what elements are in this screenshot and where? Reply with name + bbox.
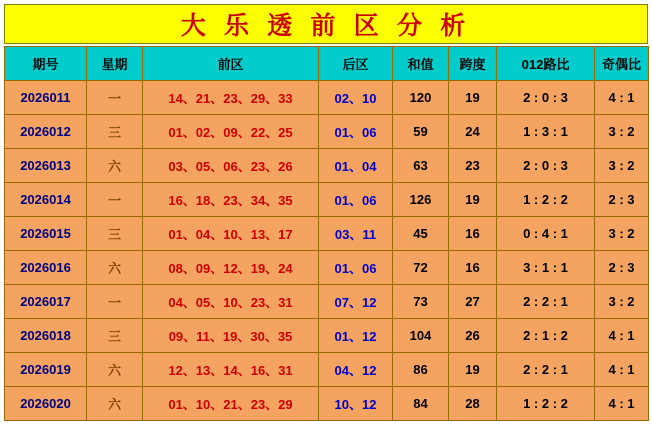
cell-span: 24	[449, 115, 497, 149]
cell-front-zone: 14、21、23、29、33	[143, 81, 319, 115]
cell-sum: 86	[393, 353, 449, 387]
cell-span: 16	[449, 251, 497, 285]
cell-span: 26	[449, 319, 497, 353]
cell-back-zone: 01、06	[319, 115, 393, 149]
cell-span: 23	[449, 149, 497, 183]
column-header-issue: 期号	[5, 47, 87, 81]
column-header-road-ratio: 012路比	[497, 47, 595, 81]
cell-odd-even-ratio: 4 : 1	[595, 387, 649, 421]
cell-back-zone: 07、12	[319, 285, 393, 319]
cell-odd-even-ratio: 3 : 2	[595, 115, 649, 149]
cell-span: 16	[449, 217, 497, 251]
table-row	[5, 149, 649, 183]
cell-road-ratio: 0 : 4 : 1	[497, 217, 595, 251]
cell-odd-even-ratio: 2 : 3	[595, 183, 649, 217]
table-row	[5, 183, 649, 217]
cell-issue: 2026015	[5, 217, 87, 251]
cell-odd-even-ratio: 2 : 3	[595, 251, 649, 285]
column-header-odd-even-ratio: 奇偶比	[595, 47, 649, 81]
cell-issue: 2026014	[5, 183, 87, 217]
column-header-back-zone: 后区	[319, 47, 393, 81]
cell-issue: 2026020	[5, 387, 87, 421]
cell-week: 三	[87, 217, 143, 251]
cell-odd-even-ratio: 4 : 1	[595, 319, 649, 353]
cell-front-zone: 03、05、06、23、26	[143, 149, 319, 183]
cell-back-zone: 01、12	[319, 319, 393, 353]
cell-week: 三	[87, 115, 143, 149]
cell-road-ratio: 1 : 2 : 2	[497, 183, 595, 217]
cell-span: 19	[449, 81, 497, 115]
cell-sum: 73	[393, 285, 449, 319]
cell-sum: 45	[393, 217, 449, 251]
table-row	[5, 251, 649, 285]
cell-back-zone: 10、12	[319, 387, 393, 421]
column-header-sum: 和值	[393, 47, 449, 81]
cell-odd-even-ratio: 3 : 2	[595, 285, 649, 319]
cell-back-zone: 01、06	[319, 183, 393, 217]
cell-road-ratio: 3 : 1 : 1	[497, 251, 595, 285]
cell-issue: 2026011	[5, 81, 87, 115]
column-header-week: 星期	[87, 47, 143, 81]
column-header-front-zone: 前区	[143, 47, 319, 81]
cell-back-zone: 03、11	[319, 217, 393, 251]
front-zone-analysis-table	[4, 46, 649, 421]
cell-back-zone: 01、06	[319, 251, 393, 285]
cell-odd-even-ratio: 4 : 1	[595, 81, 649, 115]
cell-sum: 120	[393, 81, 449, 115]
cell-week: 六	[87, 387, 143, 421]
cell-week: 六	[87, 149, 143, 183]
cell-week: 一	[87, 183, 143, 217]
table-header-row	[5, 47, 649, 81]
table-row	[5, 353, 649, 387]
table-row	[5, 217, 649, 251]
cell-front-zone: 09、11、19、30、35	[143, 319, 319, 353]
column-header-span: 跨度	[449, 47, 497, 81]
cell-span: 19	[449, 353, 497, 387]
table-header	[5, 47, 649, 81]
table-row	[5, 285, 649, 319]
cell-road-ratio: 2 : 0 : 3	[497, 149, 595, 183]
cell-front-zone: 08、09、12、19、24	[143, 251, 319, 285]
cell-sum: 72	[393, 251, 449, 285]
cell-week: 一	[87, 285, 143, 319]
cell-road-ratio: 1 : 3 : 1	[497, 115, 595, 149]
cell-span: 19	[449, 183, 497, 217]
cell-odd-even-ratio: 3 : 2	[595, 217, 649, 251]
cell-sum: 59	[393, 115, 449, 149]
cell-odd-even-ratio: 3 : 2	[595, 149, 649, 183]
cell-front-zone: 01、04、10、13、17	[143, 217, 319, 251]
cell-road-ratio: 2 : 0 : 3	[497, 81, 595, 115]
cell-back-zone: 02、10	[319, 81, 393, 115]
table-body	[5, 81, 649, 421]
cell-front-zone: 01、10、21、23、29	[143, 387, 319, 421]
cell-week: 六	[87, 251, 143, 285]
cell-front-zone: 01、02、09、22、25	[143, 115, 319, 149]
table-row	[5, 319, 649, 353]
cell-issue: 2026013	[5, 149, 87, 183]
cell-span: 27	[449, 285, 497, 319]
cell-week: 一	[87, 81, 143, 115]
cell-front-zone: 16、18、23、34、35	[143, 183, 319, 217]
table-row	[5, 115, 649, 149]
cell-span: 28	[449, 387, 497, 421]
cell-issue: 2026019	[5, 353, 87, 387]
cell-odd-even-ratio: 4 : 1	[595, 353, 649, 387]
cell-sum: 63	[393, 149, 449, 183]
cell-week: 六	[87, 353, 143, 387]
cell-back-zone: 04、12	[319, 353, 393, 387]
cell-front-zone: 12、13、14、16、31	[143, 353, 319, 387]
table-row	[5, 387, 649, 421]
cell-back-zone: 01、04	[319, 149, 393, 183]
page-title: 大 乐 透 前 区 分 析	[180, 13, 472, 40]
cell-sum: 126	[393, 183, 449, 217]
cell-road-ratio: 2 : 2 : 1	[497, 285, 595, 319]
cell-road-ratio: 2 : 1 : 2	[497, 319, 595, 353]
cell-issue: 2026017	[5, 285, 87, 319]
cell-road-ratio: 2 : 2 : 1	[497, 353, 595, 387]
cell-sum: 104	[393, 319, 449, 353]
cell-road-ratio: 1 : 2 : 2	[497, 387, 595, 421]
cell-sum: 84	[393, 387, 449, 421]
cell-issue: 2026016	[5, 251, 87, 285]
cell-issue: 2026012	[5, 115, 87, 149]
table-row	[5, 81, 649, 115]
cell-issue: 2026018	[5, 319, 87, 353]
page-title-bar	[4, 4, 648, 44]
cell-front-zone: 04、05、10、23、31	[143, 285, 319, 319]
cell-week: 三	[87, 319, 143, 353]
